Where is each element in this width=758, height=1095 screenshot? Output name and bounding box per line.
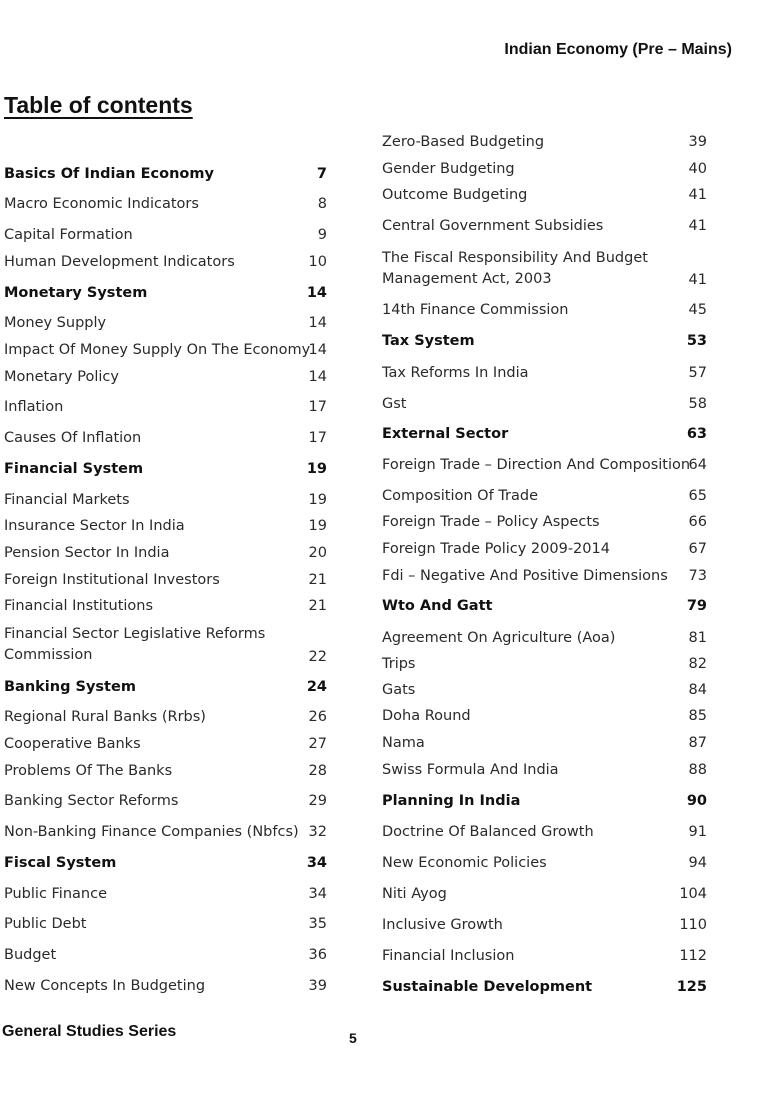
toc-entry-page: 19 [308,492,327,508]
toc-entry-page: 40 [688,161,707,177]
toc-entry-title: Public Debt [4,916,87,932]
toc-entry-page: 88 [688,762,707,778]
toc-entry-title: Nama [382,735,425,751]
toc-entry-title: Central Government Subsidies [382,218,604,234]
toc-entry-page: 29 [308,793,327,809]
toc-entry-page: 24 [306,679,327,695]
toc-entry-page: 28 [308,763,327,779]
toc-entry-title: Swiss Formula And India [382,762,559,778]
page-title: Table of contents [4,92,193,118]
toc-entry-page: 21 [308,572,327,588]
toc-entry-page: 14 [308,369,327,385]
toc-entry-title: Financial System [4,461,144,477]
toc-entry-title: Basics Of Indian Economy [4,166,214,182]
toc-entry-title: Non-Banking Finance Companies (Nbfcs) [4,824,299,840]
toc-entry-title: Financial Inclusion [382,948,515,964]
toc-entry-title: Outcome Budgeting [382,187,528,203]
toc-entry-page: 21 [308,598,327,614]
toc-entry-title: Foreign Trade – Policy Aspects [382,514,600,530]
toc-entry-page: 14 [308,342,327,358]
toc-entry-page: 79 [686,598,707,614]
toc-entry-title: Financial Markets [4,492,130,508]
toc-entry-page: 125 [676,979,707,995]
toc-entry-title: Macro Economic Indicators [4,196,199,212]
toc-entry-title: Tax System [382,333,475,349]
toc-entry-title: Banking Sector Reforms [4,793,179,809]
toc-entry-page: 90 [686,793,707,809]
toc-entry-page: 110 [679,917,707,933]
toc-entry-page: 67 [688,541,707,557]
toc-entry-page: 9 [317,227,327,243]
toc-entry-page: 32 [308,824,327,840]
toc-entry-page: 14 [306,285,327,301]
toc-entry-title: Foreign Institutional Investors [4,572,220,588]
toc-entry-title: New Economic Policies [382,855,547,871]
toc-entry-title: Foreign Trade – Direction And Composition [382,457,691,473]
toc-entry-page: 17 [308,399,327,415]
toc-entry-page: 27 [308,736,327,752]
toc-entry-title: Gats [382,682,416,698]
toc-entry-title: Capital Formation [4,227,133,243]
toc-entry-title: Inclusive Growth [382,917,503,933]
toc-entry-title: Doctrine Of Balanced Growth [382,824,594,840]
toc-entry-title: Fiscal System [4,855,117,871]
toc-entry-title: Fdi – Negative And Positive Dimensions [382,568,668,584]
toc-entry-page: 20 [308,545,327,561]
toc-entry-page: 45 [688,302,707,318]
toc-entry-page: 64 [688,457,707,473]
toc-entry-page: 65 [688,488,707,504]
toc-entry-title: Zero-Based Budgeting [382,134,545,150]
toc-entry-title: Niti Ayog [382,886,447,902]
toc-entry-title: Gender Budgeting [382,161,515,177]
toc-entry-page: 94 [688,855,707,871]
toc-entry-page: 19 [308,518,327,534]
toc-entry-page: 57 [688,365,707,381]
toc-entry-page: 87 [688,735,707,751]
toc-entry-title: Inflation [4,399,64,415]
toc-entry-title: External Sector [382,426,509,442]
toc-entry-title: Planning In India [382,793,521,809]
toc-entry-page: 85 [688,708,707,724]
toc-entry-title: Financial Sector Legislative Reforms Commission [4,626,266,663]
series-name-footer: General Studies Series [2,1023,177,1040]
toc-entry-page: 35 [308,916,327,932]
toc-entry-page: 84 [688,682,707,698]
toc-entry-page: 73 [688,568,707,584]
toc-entry-title: Sustainable Development [382,979,593,995]
toc-entry-page: 22 [308,649,327,665]
toc-entry-title: Agreement On Agriculture (Aoa) [382,630,616,646]
toc-entry-title: Human Development Indicators [4,254,235,270]
toc-entry-title: Regional Rural Banks (Rrbs) [4,709,206,725]
toc-entry-title: The Fiscal Responsibility And Budget Management Act, 2003 [382,250,648,287]
toc-entry-title: Cooperative Banks [4,736,141,752]
toc-entry-page: 81 [688,630,707,646]
toc-entry-title: Monetary System [4,285,148,301]
toc-entry-title: Financial Institutions [4,598,154,614]
toc-entry-page: 7 [316,166,327,182]
toc-entry-page: 34 [306,855,327,871]
toc-entry-title: New Concepts In Budgeting [4,978,206,994]
toc-entry-title: 14th Finance Commission [382,302,569,318]
toc-entry-title: Causes Of Inflation [4,430,142,446]
book-title-header: Indian Economy (Pre – Mains) [504,41,732,58]
toc-entry-page: 58 [688,396,707,412]
toc-entry-title: Composition Of Trade [382,488,538,504]
toc-entry-page: 36 [308,947,327,963]
toc-entry-page: 112 [679,948,707,964]
toc-entry-page: 39 [688,134,707,150]
toc-entry-page: 41 [688,272,707,288]
toc-entry-page: 39 [308,978,327,994]
toc-entry-title: Gst [382,396,407,412]
toc-entry-title: Trips [382,656,416,672]
toc-entry-page: 17 [308,430,327,446]
toc-entry-title: Monetary Policy [4,369,119,385]
toc-entry-page: 63 [686,426,707,442]
toc-entry-title: Problems Of The Banks [4,763,173,779]
toc-entry-page: 82 [688,656,707,672]
toc-entry-page: 41 [688,187,707,203]
toc-entry-page: 34 [308,886,327,902]
toc-entry-page: 8 [317,196,327,212]
toc-entry-title: Pension Sector In India [4,545,170,561]
toc-entry-page: 66 [688,514,707,530]
toc-entry-page: 91 [688,824,707,840]
toc-entry-title: Banking System [4,679,136,695]
toc-entry-page: 14 [308,315,327,331]
toc-entry-title: Wto And Gatt [382,598,493,614]
toc-entry-page: 104 [679,886,707,902]
toc-entry-title: Budget [4,947,57,963]
toc-entry-page: 10 [308,254,327,270]
toc-entry-page: 41 [688,218,707,234]
toc-entry-title: Doha Round [382,708,471,724]
toc-entry-title: Tax Reforms In India [382,365,529,381]
page-number: 5 [349,1030,357,1046]
toc-entry-title: Money Supply [4,315,107,331]
toc-entry-title: Foreign Trade Policy 2009-2014 [382,541,610,557]
toc-entry-page: 26 [308,709,327,725]
toc-entry-title: Insurance Sector In India [4,518,185,534]
toc-entry-title: Public Finance [4,886,107,902]
toc-entry-page: 53 [686,333,707,349]
toc-entry-title: Impact Of Money Supply On The Economy [4,342,311,358]
toc-entry-page: 19 [306,461,327,477]
